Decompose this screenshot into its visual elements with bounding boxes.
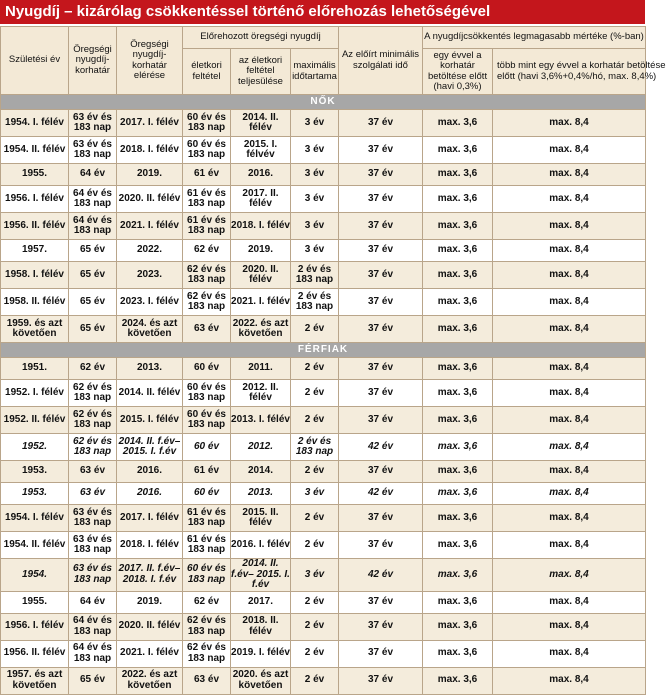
cell-birth-year: 1954. I. félév (1, 505, 69, 532)
cell-condition-fulfilled: 2011. (231, 358, 291, 380)
table-row (1, 240, 646, 262)
cell-condition-fulfilled: 2018. II. félév (231, 613, 291, 640)
cell-age-reached: 2019. (117, 591, 183, 613)
cell-age-reached: 2023. (117, 262, 183, 289)
table-row (1, 358, 646, 380)
cell-reduction-more: max. 8,4 (493, 164, 646, 186)
cell-reduction-more: max. 8,4 (493, 240, 646, 262)
table-row (1, 137, 646, 164)
cell-condition-fulfilled: 2017. (231, 591, 291, 613)
cell-reduction-more: max. 8,4 (493, 591, 646, 613)
cell-age-reached: 2014. II. félév (117, 380, 183, 407)
table-row (1, 289, 646, 316)
cell-min-service: 37 év (339, 591, 423, 613)
table-row (1, 483, 646, 505)
cell-retirement-age: 63 év és 183 nap (69, 137, 117, 164)
cell-max-duration: 2 év és 183 nap (291, 262, 339, 289)
cell-condition-fulfilled: 2015. I. félvév (231, 137, 291, 164)
cell-reduction-more: max. 8,4 (493, 407, 646, 434)
table-row (1, 640, 646, 667)
cell-condition-fulfilled: 2012. II. félév (231, 380, 291, 407)
cell-birth-year: 1958. I. félév (1, 262, 69, 289)
cell-condition-fulfilled: 2013. I. félév (231, 407, 291, 434)
cell-min-service: 37 év (339, 262, 423, 289)
cell-early-age: 61 év és 183 nap (183, 505, 231, 532)
cell-max-duration: 2 év (291, 358, 339, 380)
cell-reduction-one-year: max. 3,6 (423, 461, 493, 483)
cell-max-duration: 2 év (291, 461, 339, 483)
cell-max-duration: 3 év (291, 164, 339, 186)
cell-birth-year: 1956. II. félév (1, 640, 69, 667)
cell-reduction-one-year: max. 3,6 (423, 640, 493, 667)
header-one-year-before: egy évvel a korhatár betöltése előtt (havi 0,3%) (423, 49, 493, 95)
cell-age-reached: 2020. II. félév (117, 186, 183, 213)
cell-condition-fulfilled: 2020. II. félév (231, 262, 291, 289)
cell-reduction-more: max. 8,4 (493, 358, 646, 380)
header-more-than-one-year: több mint egy évvel a korhatár betöltése előtt (havi 3,6%+0,4%/hó, max. 8,4%) (493, 49, 646, 95)
table-row (1, 407, 646, 434)
cell-condition-fulfilled: 2012. (231, 434, 291, 461)
cell-age-reached: 2017. I. félév (117, 505, 183, 532)
cell-reduction-one-year: max. 3,6 (423, 316, 493, 343)
table-row (1, 213, 646, 240)
cell-max-duration: 3 év (291, 240, 339, 262)
header-max-duration: maximális időtartama (291, 49, 339, 95)
cell-early-age: 60 év és 183 nap (183, 407, 231, 434)
cell-reduction-one-year: max. 3,6 (423, 213, 493, 240)
cell-birth-year: 1956. I. félév (1, 186, 69, 213)
cell-birth-year: 1953. (1, 461, 69, 483)
cell-reduction-more: max. 8,4 (493, 137, 646, 164)
cell-early-age: 62 év és 183 nap (183, 640, 231, 667)
section-label-women: NŐK (1, 95, 646, 110)
cell-birth-year: 1957. és azt követően (1, 667, 69, 694)
cell-age-reached: 2015. I. félév (117, 407, 183, 434)
cell-min-service: 37 év (339, 186, 423, 213)
header-condition-fulfilled: az életkori feltétel teljesülése (231, 49, 291, 95)
table-row (1, 380, 646, 407)
header-early-retirement: Előrehozott öregségi nyugdíj (183, 27, 339, 49)
cell-birth-year: 1954. II. félév (1, 532, 69, 559)
cell-condition-fulfilled: 2018. I. félév (231, 213, 291, 240)
cell-retirement-age: 64 év (69, 591, 117, 613)
cell-early-age: 61 év és 183 nap (183, 186, 231, 213)
cell-max-duration: 2 év (291, 667, 339, 694)
cell-max-duration: 2 év (291, 505, 339, 532)
cell-reduction-more: max. 8,4 (493, 316, 646, 343)
cell-retirement-age: 63 év (69, 483, 117, 505)
cell-reduction-more: max. 8,4 (493, 289, 646, 316)
cell-retirement-age: 63 év és 183 nap (69, 532, 117, 559)
cell-reduction-more: max. 8,4 (493, 262, 646, 289)
cell-reduction-more: max. 8,4 (493, 613, 646, 640)
cell-retirement-age: 64 év és 183 nap (69, 613, 117, 640)
cell-age-reached: 2021. I. félév (117, 213, 183, 240)
cell-max-duration: 2 év és 183 nap (291, 434, 339, 461)
cell-early-age: 62 év és 183 nap (183, 289, 231, 316)
header-reduction: A nyugdíjcsökkentés legmagasabb mértéke (%-ban) (423, 27, 646, 49)
cell-early-age: 62 év (183, 591, 231, 613)
table-row (1, 110, 646, 137)
cell-condition-fulfilled: 2022. és azt követően (231, 316, 291, 343)
cell-early-age: 60 év és 183 nap (183, 110, 231, 137)
header-birth-year: Születési év (1, 27, 69, 95)
cell-reduction-one-year: max. 3,6 (423, 505, 493, 532)
cell-birth-year: 1956. I. félév (1, 613, 69, 640)
cell-max-duration: 2 év (291, 591, 339, 613)
cell-reduction-one-year: max. 3,6 (423, 613, 493, 640)
cell-reduction-one-year: max. 3,6 (423, 262, 493, 289)
cell-early-age: 60 év (183, 358, 231, 380)
cell-reduction-one-year: max. 3,6 (423, 380, 493, 407)
cell-retirement-age: 62 év és 183 nap (69, 407, 117, 434)
cell-condition-fulfilled: 2016. I. félév (231, 532, 291, 559)
cell-retirement-age: 62 év és 183 nap (69, 434, 117, 461)
cell-min-service: 37 év (339, 213, 423, 240)
table-row (1, 591, 646, 613)
table-row (1, 613, 646, 640)
cell-age-reached: 2018. I. félév (117, 532, 183, 559)
cell-early-age: 61 év (183, 461, 231, 483)
cell-max-duration: 2 év (291, 316, 339, 343)
cell-max-duration: 3 év (291, 137, 339, 164)
cell-age-reached: 2018. I. félév (117, 137, 183, 164)
cell-reduction-one-year: max. 3,6 (423, 667, 493, 694)
cell-max-duration: 3 év (291, 559, 339, 592)
cell-condition-fulfilled: 2014. II. félév (231, 110, 291, 137)
cell-min-service: 37 év (339, 240, 423, 262)
cell-condition-fulfilled: 2013. (231, 483, 291, 505)
table-row (1, 505, 646, 532)
cell-birth-year: 1959. és azt követően (1, 316, 69, 343)
cell-condition-fulfilled: 2015. II. félév (231, 505, 291, 532)
cell-min-service: 37 év (339, 110, 423, 137)
cell-retirement-age: 65 év (69, 262, 117, 289)
table-row (1, 186, 646, 213)
header-retirement-age: Öregségi nyugdíj-korhatár (69, 27, 117, 95)
cell-max-duration: 2 év (291, 407, 339, 434)
cell-early-age: 62 év és 183 nap (183, 262, 231, 289)
pension-table (0, 26, 666, 695)
header-min-service: Az előírt minimális szolgálati idő (339, 27, 423, 95)
cell-early-age: 60 év (183, 434, 231, 461)
cell-max-duration: 3 év (291, 483, 339, 505)
women-rows (1, 110, 646, 343)
cell-reduction-more: max. 8,4 (493, 186, 646, 213)
cell-age-reached: 2019. (117, 164, 183, 186)
cell-early-age: 63 év (183, 667, 231, 694)
cell-early-age: 62 év (183, 240, 231, 262)
cell-reduction-one-year: max. 3,6 (423, 240, 493, 262)
cell-age-reached: 2024. és azt követően (117, 316, 183, 343)
cell-age-reached: 2014. II. f.év– 2015. I. f.év (117, 434, 183, 461)
cell-reduction-more: max. 8,4 (493, 532, 646, 559)
cell-birth-year: 1958. II. félév (1, 289, 69, 316)
cell-reduction-one-year: max. 3,6 (423, 483, 493, 505)
cell-reduction-one-year: max. 3,6 (423, 358, 493, 380)
cell-retirement-age: 62 év (69, 358, 117, 380)
header-retirement-age-reached: Öregségi nyugdíj-korhatár elérése (117, 27, 183, 95)
cell-birth-year: 1953. (1, 483, 69, 505)
cell-min-service: 42 év (339, 559, 423, 592)
cell-retirement-age: 63 év és 183 nap (69, 559, 117, 592)
cell-early-age: 60 év és 183 nap (183, 559, 231, 592)
table-body (1, 95, 646, 110)
cell-birth-year: 1952. (1, 434, 69, 461)
cell-age-reached: 2013. (117, 358, 183, 380)
cell-birth-year: 1951. (1, 358, 69, 380)
document-title: Nyugdíj – kizárólag csökkentéssel történő előrehozás lehetőségével (0, 0, 645, 24)
cell-age-reached: 2016. (117, 461, 183, 483)
cell-reduction-one-year: max. 3,6 (423, 110, 493, 137)
cell-condition-fulfilled: 2014. (231, 461, 291, 483)
cell-min-service: 37 év (339, 532, 423, 559)
cell-age-reached: 2016. (117, 483, 183, 505)
cell-retirement-age: 63 év és 183 nap (69, 110, 117, 137)
table-row (1, 262, 646, 289)
cell-reduction-more: max. 8,4 (493, 640, 646, 667)
cell-max-duration: 3 év (291, 186, 339, 213)
cell-early-age: 60 év (183, 483, 231, 505)
table-row (1, 667, 646, 694)
cell-age-reached: 2017. I. félév (117, 110, 183, 137)
cell-early-age: 61 év és 183 nap (183, 532, 231, 559)
cell-reduction-one-year: max. 3,6 (423, 591, 493, 613)
cell-min-service: 37 év (339, 407, 423, 434)
men-rows (1, 358, 646, 695)
cell-birth-year: 1952. II. félév (1, 407, 69, 434)
section-row-men (1, 343, 646, 358)
cell-condition-fulfilled: 2019. (231, 240, 291, 262)
cell-max-duration: 3 év (291, 110, 339, 137)
cell-max-duration: 2 év (291, 640, 339, 667)
cell-age-reached: 2022. (117, 240, 183, 262)
cell-reduction-more: max. 8,4 (493, 380, 646, 407)
cell-condition-fulfilled: 2014. II. f.év– 2015. I. f.év (231, 558, 290, 590)
cell-age-reached: 2020. II. félév (117, 613, 183, 640)
cell-age-reached: 2023. I. félév (117, 289, 183, 316)
cell-retirement-age: 65 év (69, 240, 117, 262)
cell-early-age: 61 év és 183 nap (183, 213, 231, 240)
cell-age-reached: 2017. II. f.év– 2018. I. f.év (117, 559, 183, 592)
cell-early-age: 60 év és 183 nap (183, 137, 231, 164)
cell-birth-year: 1954. II. félév (1, 137, 69, 164)
table-header (1, 27, 666, 95)
cell-min-service: 37 év (339, 640, 423, 667)
section-label-men: FÉRFIAK (1, 343, 646, 358)
table-row (1, 559, 646, 592)
cell-min-service: 37 év (339, 289, 423, 316)
table-row (1, 434, 646, 461)
cell-condition-fulfilled: 2016. (231, 164, 291, 186)
cell-min-service: 42 év (339, 483, 423, 505)
cell-early-age: 63 év (183, 316, 231, 343)
cell-min-service: 37 év (339, 137, 423, 164)
cell-max-duration: 2 év (291, 380, 339, 407)
cell-retirement-age: 65 év (69, 316, 117, 343)
cell-early-age: 61 év (183, 164, 231, 186)
cell-reduction-more: max. 8,4 (493, 667, 646, 694)
cell-retirement-age: 64 év és 183 nap (69, 186, 117, 213)
cell-reduction-more: max. 8,4 (493, 483, 646, 505)
cell-early-age: 62 év és 183 nap (183, 613, 231, 640)
cell-birth-year: 1954. I. félév (1, 110, 69, 137)
table-row (1, 461, 646, 483)
cell-max-duration: 3 év (291, 213, 339, 240)
cell-reduction-more: max. 8,4 (493, 110, 646, 137)
cell-min-service: 37 év (339, 358, 423, 380)
cell-retirement-age: 64 év (69, 164, 117, 186)
cell-birth-year: 1956. II. félév (1, 213, 69, 240)
section-row-women (1, 95, 646, 110)
cell-condition-fulfilled: 2021. I. félév (231, 289, 291, 316)
table-row (1, 164, 646, 186)
cell-retirement-age: 65 év (69, 667, 117, 694)
cell-min-service: 37 év (339, 164, 423, 186)
cell-birth-year: 1957. (1, 240, 69, 262)
cell-age-reached: 2021. I. félév (117, 640, 183, 667)
cell-reduction-one-year: max. 3,6 (423, 559, 493, 592)
table-row (1, 316, 646, 343)
cell-min-service: 37 év (339, 505, 423, 532)
cell-reduction-one-year: max. 3,6 (423, 289, 493, 316)
cell-max-duration: 2 év (291, 613, 339, 640)
cell-min-service: 37 év (339, 667, 423, 694)
cell-reduction-one-year: max. 3,6 (423, 434, 493, 461)
cell-early-age: 60 év és 183 nap (183, 380, 231, 407)
cell-retirement-age: 64 év és 183 nap (69, 640, 117, 667)
cell-retirement-age: 64 év és 183 nap (69, 213, 117, 240)
cell-reduction-more: max. 8,4 (493, 213, 646, 240)
cell-max-duration: 2 év (291, 532, 339, 559)
table-body-men-section (1, 343, 646, 358)
cell-retirement-age: 63 év (69, 461, 117, 483)
cell-reduction-more: max. 8,4 (493, 461, 646, 483)
cell-birth-year: 1952. I. félév (1, 380, 69, 407)
header-age-condition: életkori feltétel (183, 49, 231, 95)
cell-condition-fulfilled: 2019. I. félév (231, 640, 291, 667)
cell-reduction-one-year: max. 3,6 (423, 186, 493, 213)
cell-condition-fulfilled: 2020. és azt követően (231, 667, 291, 694)
cell-min-service: 42 év (339, 434, 423, 461)
cell-min-service: 37 év (339, 461, 423, 483)
cell-reduction-more: max. 8,4 (493, 505, 646, 532)
cell-retirement-age: 65 év (69, 289, 117, 316)
cell-birth-year: 1955. (1, 591, 69, 613)
cell-retirement-age: 62 év és 183 nap (69, 380, 117, 407)
cell-max-duration: 2 év és 183 nap (291, 289, 339, 316)
cell-reduction-one-year: max. 3,6 (423, 164, 493, 186)
cell-birth-year: 1954. (1, 559, 69, 592)
table-row (1, 532, 646, 559)
cell-reduction-one-year: max. 3,6 (423, 532, 493, 559)
cell-retirement-age: 63 év és 183 nap (69, 505, 117, 532)
cell-condition-fulfilled: 2017. II. félév (231, 186, 291, 213)
cell-reduction-one-year: max. 3,6 (423, 137, 493, 164)
cell-min-service: 37 év (339, 380, 423, 407)
cell-birth-year: 1955. (1, 164, 69, 186)
cell-min-service: 37 év (339, 613, 423, 640)
cell-min-service: 37 év (339, 316, 423, 343)
cell-reduction-one-year: max. 3,6 (423, 407, 493, 434)
cell-age-reached: 2022. és azt követően (117, 667, 183, 694)
cell-reduction-more: max. 8,4 (493, 559, 646, 592)
cell-reduction-more: max. 8,4 (493, 434, 646, 461)
